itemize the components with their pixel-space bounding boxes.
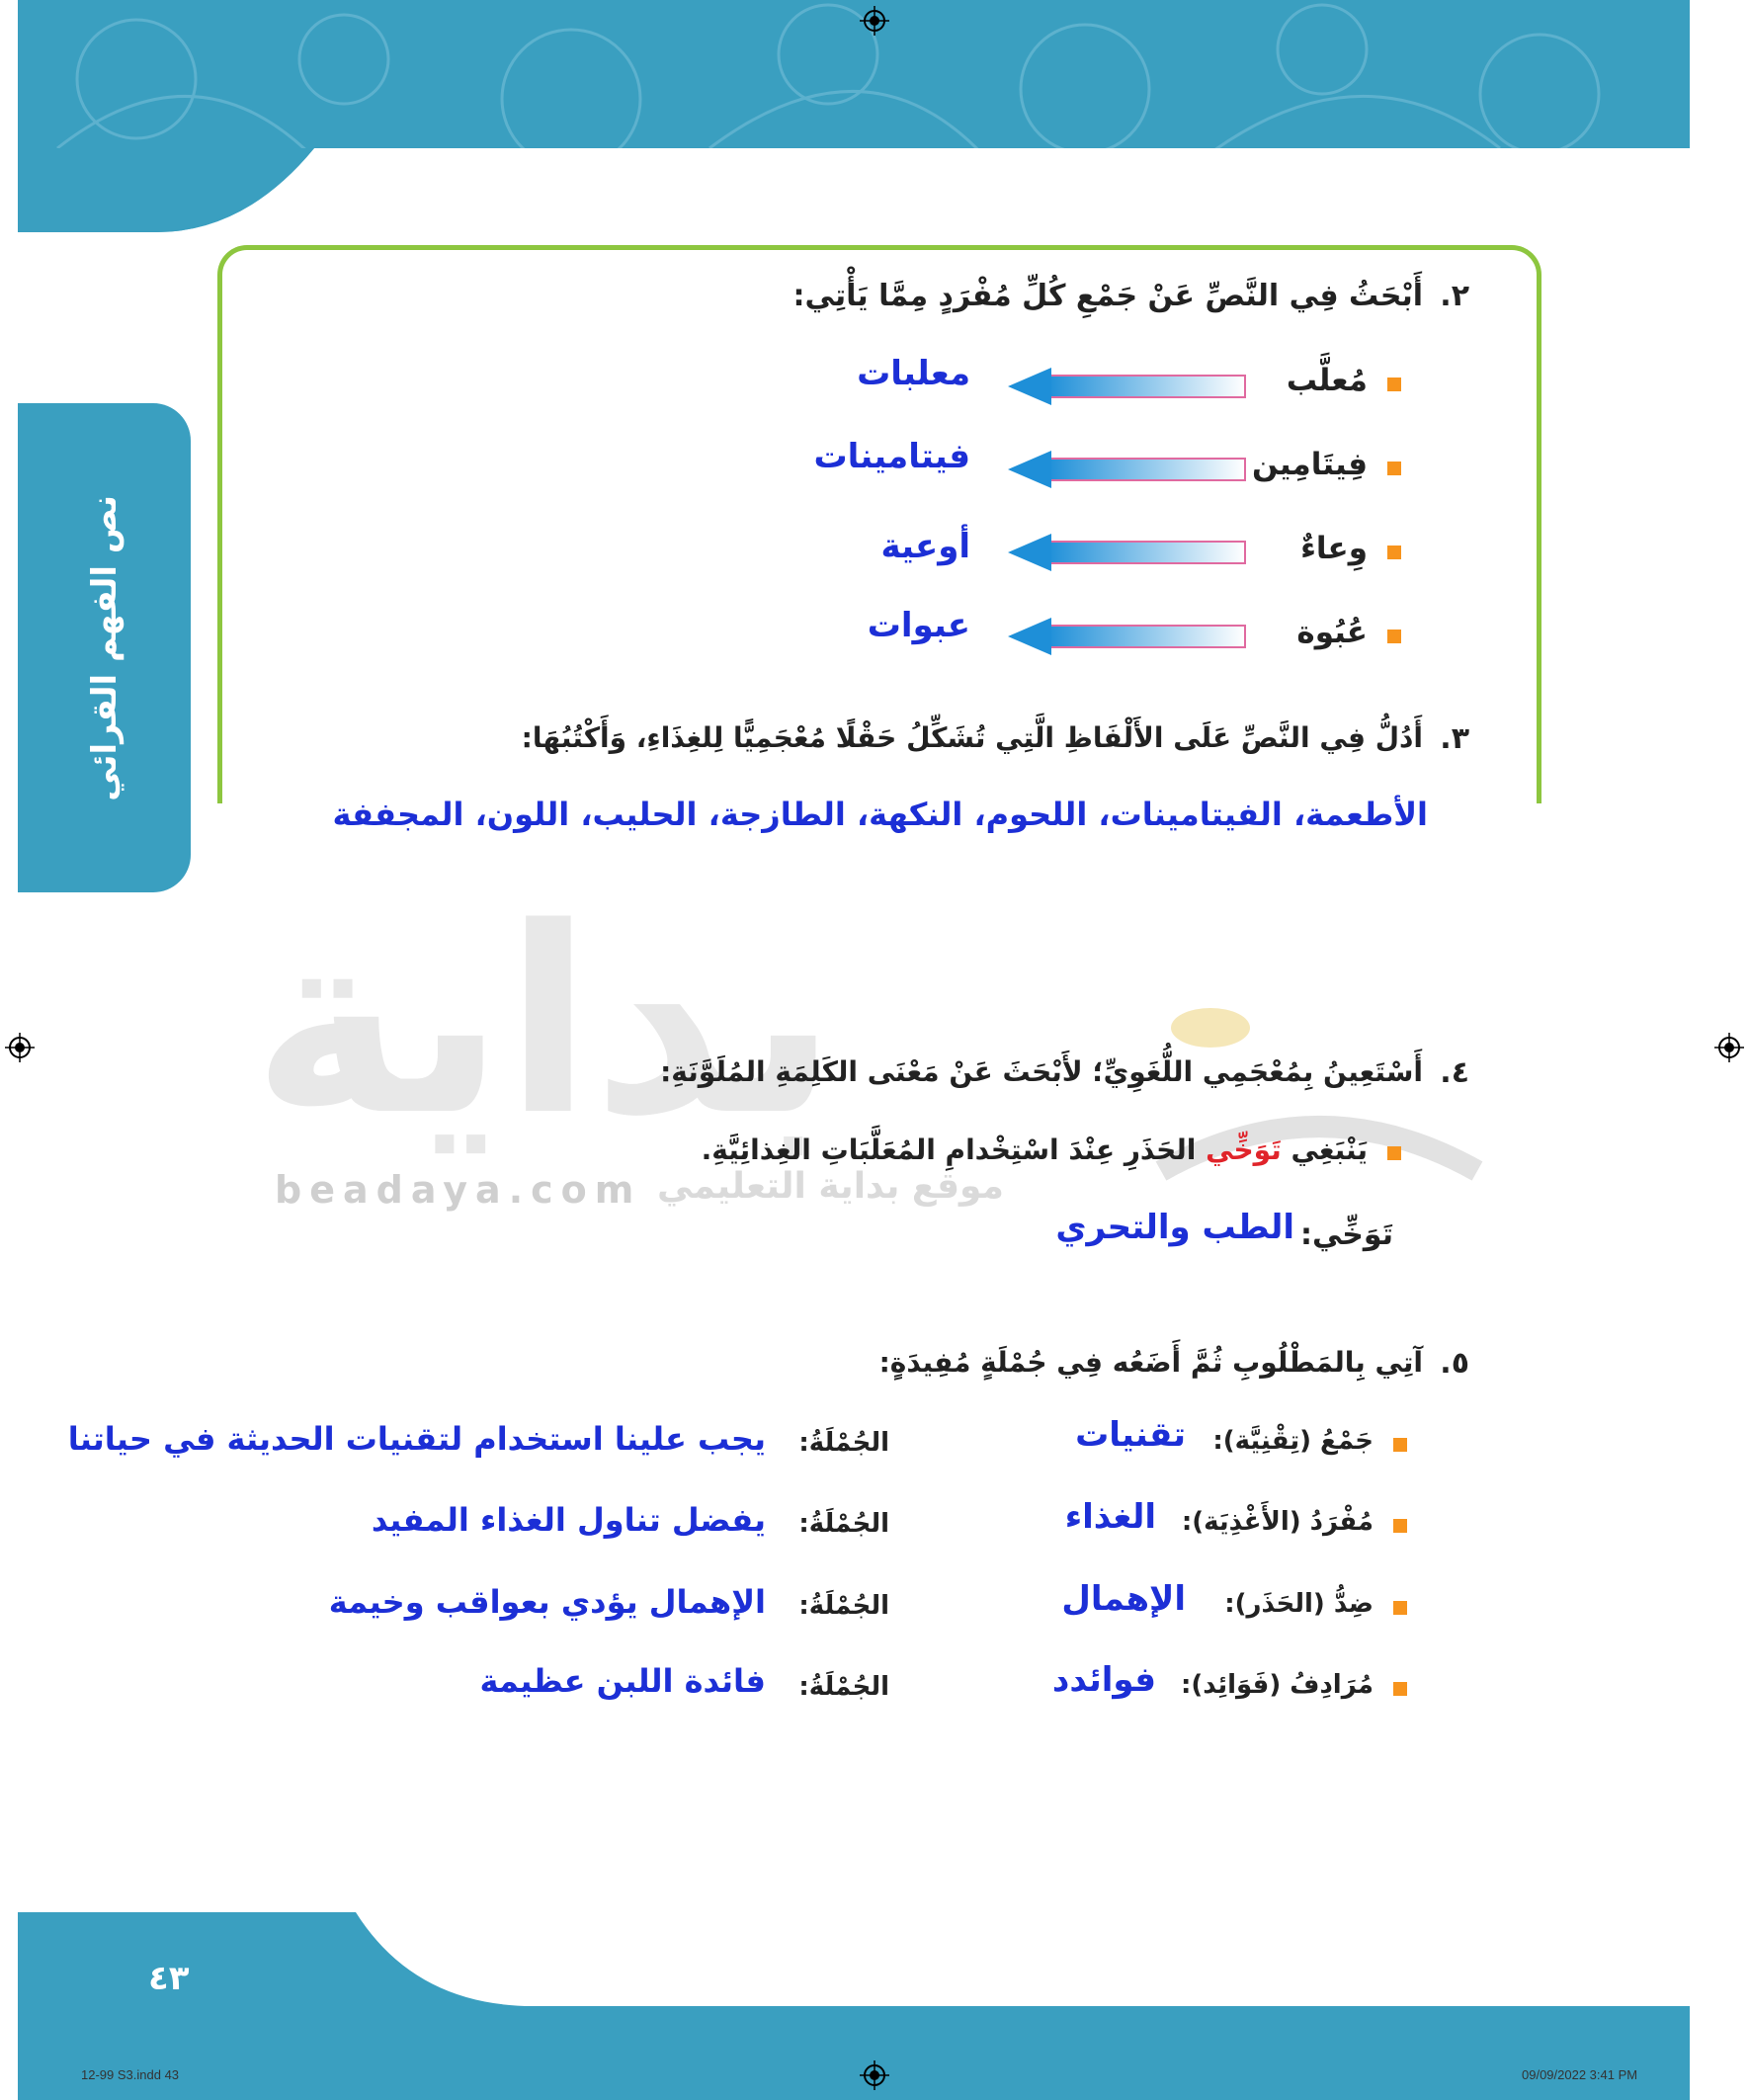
q2-answer: فيتامينات [813, 437, 970, 476]
q5-sentence: يجب علينا استخدام لتقنيات الحديثة في حياتنا [67, 1420, 766, 1458]
registration-mark-icon [1714, 1033, 1744, 1062]
bullet-icon [1387, 378, 1401, 391]
q3-number: ٣. [1440, 721, 1469, 756]
arrow-icon [1008, 451, 1250, 490]
q2-answer: أوعية [880, 527, 970, 566]
q2-word: عُبُوة [1296, 615, 1368, 650]
q5-item-answer: فوائدد [1051, 1660, 1156, 1700]
q5-item-label: مُفْرَدُ (الأَغْذِيَة): [1181, 1507, 1374, 1537]
q4-colored-word: تَوَخِّي [1206, 1134, 1282, 1166]
q4-prompt: أَسْتَعِينُ بِمُعْجَمِي اللُّغَوِيِّ؛ لأَبْحَثَ عَنْ مَعْنَى الكَلِمَةِ المُلَوَّنَةِ: [660, 1055, 1423, 1088]
q2-word: مُعلَّب [1286, 363, 1368, 398]
q4-sentence-after: الحَذَرِ عِنْدَ اسْتِخْدامِ المُعَلَّبَاتِ الغِذائِيَّةِ. [701, 1134, 1197, 1166]
q5-sentence-label: الجُمْلَةُ: [798, 1672, 889, 1702]
q5-sentence: الإهمال يؤدي بعواقب وخيمة [328, 1583, 766, 1621]
registration-mark-icon [860, 6, 889, 36]
q5-sentence: فائدة اللبن عظيمة [479, 1662, 766, 1700]
q5-sentence-label: الجُمْلَةُ: [798, 1428, 889, 1458]
q2-answer: معلبات [857, 354, 970, 393]
q4-number: ٤. [1440, 1055, 1469, 1090]
q3-prompt: أَدُلُّ فِي النَّصِّ عَلَى الأَلْفَاظِ الَّتِي تُشَكِّلُ حَقْلًا مُعْجَمِيًّا لِلغِذَاءِ، وَأَكْتُبُهَا: [521, 721, 1423, 754]
bullet-icon [1387, 546, 1401, 559]
q2-number: ٢. [1440, 279, 1469, 313]
q5-sentence: يفضل تناول الغذاء المفيد [371, 1501, 766, 1539]
registration-mark-icon [860, 2060, 889, 2090]
q4-sentence-before: يَنْبَغِي [1291, 1134, 1368, 1166]
bullet-icon [1387, 630, 1401, 643]
bullet-icon [1393, 1519, 1407, 1533]
bullet-icon [1393, 1438, 1407, 1452]
file-name: 12-99 S3.indd 43 [81, 2067, 180, 2082]
q3-answer: الأطعمة، الفيتامينات، اللحوم، النكهة، الطازجة، الحليب، اللون، المجففة [332, 796, 1428, 833]
q5-prompt: آتِي بِالمَطْلُوبِ ثُمَّ أَضَعُه فِي جُمْلَةٍ مُفِيدَةٍ: [878, 1346, 1423, 1379]
registration-mark-icon [5, 1033, 35, 1062]
content-frame [217, 245, 1541, 803]
arrow-icon [1008, 368, 1250, 407]
header-curve [18, 148, 1690, 237]
bullet-icon [1393, 1682, 1407, 1696]
watermark-tagline: موقع بداية التعليمي [657, 1166, 1004, 1207]
q5-item-label: ضِدُّ (الحَذَر): [1224, 1589, 1374, 1619]
bullet-icon [1387, 1146, 1401, 1160]
q4-term-answer: الطب والتحري [1055, 1208, 1294, 1247]
side-tab-label: نص الفهم القرائي [84, 494, 125, 801]
q5-item-answer: الغذاء [1064, 1497, 1156, 1537]
q5-item-answer: تقنيات [1075, 1415, 1186, 1455]
q5-sentence-label: الجُمْلَةُ: [798, 1591, 889, 1621]
q2-answer: عبوات [867, 606, 970, 645]
arrow-icon [1008, 618, 1250, 657]
q5-sentence-label: الجُمْلَةُ: [798, 1509, 889, 1539]
bullet-icon [1387, 462, 1401, 475]
section-side-tab [18, 403, 191, 892]
q2-prompt: أَبْحَثُ فِي النَّصِّ عَنْ جَمْعِ كُلِّ مُفْرَدٍ مِمَّا يَأْتِي: [792, 279, 1423, 313]
q4-sentence [702, 1134, 1368, 1166]
q5-item-answer: الإهمال [1061, 1579, 1186, 1619]
q5-number: ٥. [1440, 1346, 1469, 1381]
q4-term-label: تَوَخِّي: [1299, 1218, 1393, 1252]
q5-item-label: جَمْعُ (تِقْنِيَّة): [1212, 1426, 1374, 1456]
print-timestamp: 09/09/2022 3:41 PM [1522, 2067, 1638, 2082]
bullet-icon [1393, 1601, 1407, 1615]
arrow-icon [1008, 534, 1250, 573]
watermark-site: beadaya.com [275, 1168, 642, 1212]
watermark-brand: بداية [252, 874, 838, 1172]
footer-white-notch [296, 1912, 1690, 2006]
page-number: ٤٣ [148, 1959, 190, 1998]
q5-item-label: مُرَادِفُ (فَوَائِد): [1181, 1670, 1374, 1700]
q2-word: فِيتَامِين [1252, 447, 1368, 482]
q2-word: وِعاءٌ [1300, 531, 1368, 566]
